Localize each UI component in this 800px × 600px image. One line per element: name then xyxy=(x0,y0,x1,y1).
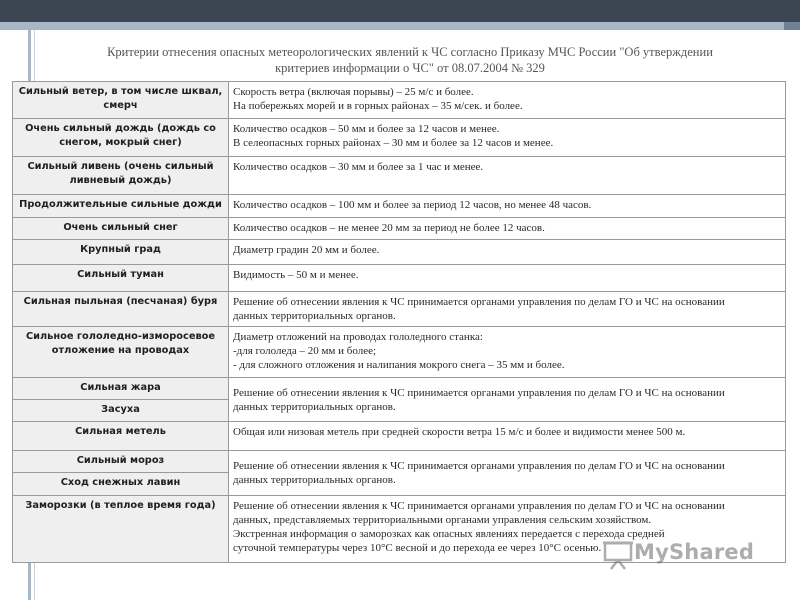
table-row xyxy=(13,378,786,400)
description-cell xyxy=(229,292,786,327)
myshared-watermark xyxy=(602,536,770,576)
description-line: Решение об отнесении явления к ЧС принимается органами управления по делам ГО и ЧС на основании xyxy=(233,500,725,512)
table-row xyxy=(13,451,786,473)
description-cell xyxy=(229,327,786,378)
criterion-cell: Очень сильный дождь (дождь со снегом, мокрый снег) xyxy=(13,119,229,157)
table-row xyxy=(13,240,786,265)
criterion-cell: Засуха xyxy=(13,400,229,422)
description-line: данных, представляемых территориальными органами управления сельским хозяйством. xyxy=(233,514,652,526)
table-row xyxy=(13,119,786,157)
description-line: данных территориальных органов. xyxy=(233,310,396,322)
watermark-text: MyShared xyxy=(634,540,755,564)
criterion-cell: Сильная жара xyxy=(13,378,229,400)
title-line-2: критериев информации о ЧС" от 08.07.2004 № 329 xyxy=(275,61,545,75)
description-cell xyxy=(229,422,786,451)
description-line: Решение об отнесении явления к ЧС принимается органами управления по делам ГО и ЧС на основании xyxy=(233,386,725,399)
criterion-cell: Сильный туман xyxy=(13,265,229,292)
criterion-cell: Сильный ветер, в том числе шквал, смерч xyxy=(13,82,229,119)
description-line: - для сложного отложения и налипания мокрого снега – 35 мм и более. xyxy=(233,359,565,371)
table-row xyxy=(13,195,786,218)
criterion-cell: Сильная метель xyxy=(13,422,229,451)
description-cell xyxy=(229,195,786,218)
description-line: Количество осадков – 50 мм и более за 12 часов и менее. xyxy=(233,123,500,135)
table-row xyxy=(13,157,786,195)
table-row xyxy=(13,265,786,292)
description-line: На побережьях морей и в горных районах – 35 м/сек. и более. xyxy=(233,100,523,112)
description-line: -для гололеда – 20 мм и более; xyxy=(233,345,377,357)
title-line-1: Критерии отнесения опасных метеорологических явлений к ЧС согласно Приказу МЧС России "Об утверждении xyxy=(107,45,713,59)
description-cell xyxy=(229,157,786,195)
table-row xyxy=(13,82,786,119)
projector-screen-icon xyxy=(602,540,636,570)
top-accent-corner xyxy=(784,22,800,30)
criterion-cell: Сильный ливень (очень сильный ливневый дождь) xyxy=(13,157,229,195)
description-cell xyxy=(229,378,786,422)
top-banner xyxy=(0,0,800,22)
description-cell xyxy=(229,218,786,240)
criterion-cell: Очень сильный снег xyxy=(13,218,229,240)
description-line: данных территориальных органов. xyxy=(233,474,396,486)
description-line: Скорость ветра (включая порывы) – 25 м/с и более. xyxy=(233,86,474,98)
table-row xyxy=(13,422,786,451)
description-line: В селеопасных горных районах – 30 мм и более за 12 часов и менее. xyxy=(233,137,554,149)
description-cell xyxy=(229,451,786,496)
criterion-cell: Крупный град xyxy=(13,240,229,265)
description-cell xyxy=(229,82,786,119)
table-row xyxy=(13,327,786,378)
description-line: Количество осадков – не менее 20 мм за период не более 12 часов. xyxy=(233,222,545,234)
slide-title xyxy=(60,44,760,76)
description-line: Общая или низовая метель при средней скорости ветра 15 м/с и более и видимости менее 500 м. xyxy=(233,426,686,438)
description-line: данных территориальных органов. xyxy=(233,400,396,413)
description-line: Экстренная информация о заморозках как опасных явлениях передается с перехода средней xyxy=(233,528,665,540)
description-cell xyxy=(229,265,786,292)
description-line: суточной температуры через 10°С весной и до перехода ее через 10°С осенью. xyxy=(233,542,602,554)
criterion-cell: Сильный мороз xyxy=(13,451,229,473)
criterion-cell: Сильное гололедно-изморосевое отложение на проводах xyxy=(13,327,229,378)
description-line: Видимость – 50 м и менее. xyxy=(233,269,359,281)
table-row xyxy=(13,218,786,240)
criterion-cell: Сход снежных лавин xyxy=(13,473,229,496)
table-row xyxy=(13,292,786,327)
criterion-cell: Заморозки (в теплое время года) xyxy=(13,496,229,563)
description-cell xyxy=(229,119,786,157)
description-line: Решение об отнесении явления к ЧС принимается органами управления по делам ГО и ЧС на основании xyxy=(233,296,725,308)
description-line: Количество осадков – 100 мм и более за период 12 часов, но менее 48 часов. xyxy=(233,199,592,211)
description-line: Решение об отнесении явления к ЧС принимается органами управления по делам ГО и ЧС на основании xyxy=(233,460,725,472)
criteria-table xyxy=(12,81,786,563)
top-accent-stripe xyxy=(0,22,800,30)
description-line: Диаметр отложений на проводах гололедного станка: xyxy=(233,331,483,343)
description-cell xyxy=(229,240,786,265)
criterion-cell: Сильная пыльная (песчаная) буря xyxy=(13,292,229,327)
criterion-cell: Продолжительные сильные дожди xyxy=(13,195,229,218)
description-line: Количество осадков – 30 мм и более за 1 час и менее. xyxy=(233,161,484,173)
description-line: Диаметр градин 20 мм и более. xyxy=(233,244,380,256)
